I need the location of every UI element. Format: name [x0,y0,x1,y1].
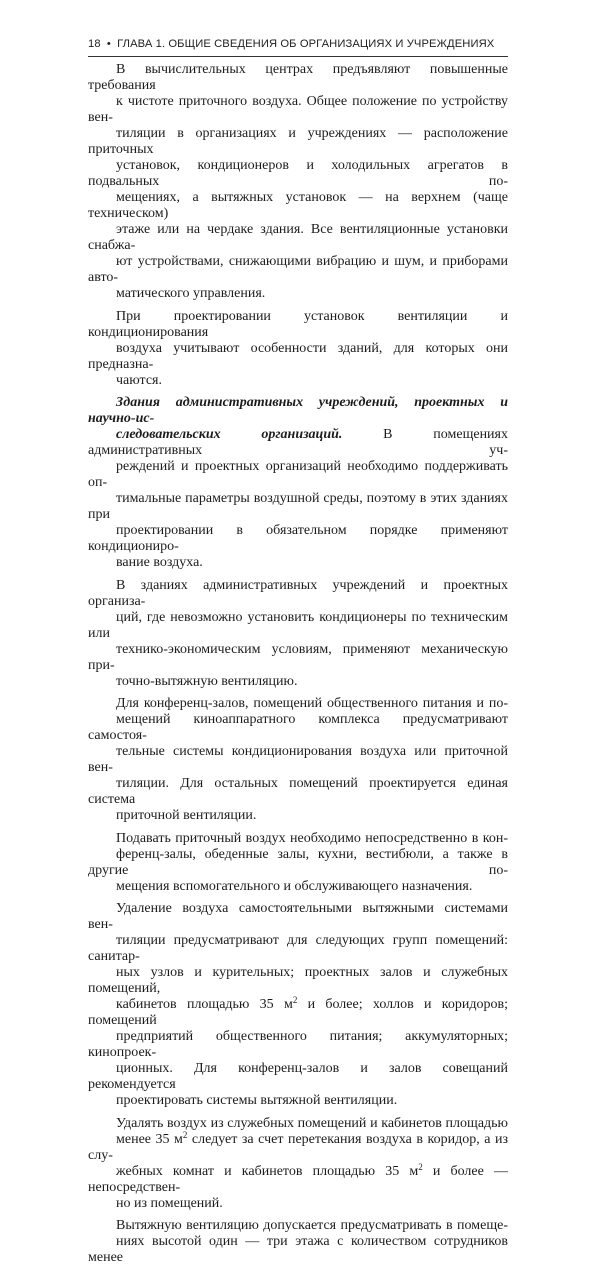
paragraph-8 [88,1116,508,1212]
paragraph-2 [88,309,508,389]
paragraph-5 [88,696,508,824]
text-line: матического управления. [116,286,266,301]
text-line: ют устройствами, снижающими вибрацию и шум, и приборами авто- [88,254,508,285]
text-run: В помещениях административных уч- [88,427,508,458]
text-line: тиляции в организациях и учреждениях — расположение приточных [88,126,508,157]
paragraph-9 [88,1218,508,1266]
page-number: 18 [88,38,101,50]
text-line: мещениях, а вытяжных установок — на верхнем (чаще техническом) [88,190,508,221]
text-line: этаже или на чердаке здания. Все вентиляционные установки снабжа- [88,222,508,253]
text-line: тиляции. Для остальных помещений проектируется единая система [88,776,508,807]
text-line: тимальные параметры воздушной среды, поэтому в этих зданиях при [88,491,508,522]
section-heading-line: Здания административных учреждений, проектных и научно-ис- [88,395,508,426]
text-line: Для конференц-залов, помещений общественного питания и по- [116,696,508,711]
paragraph-3 [88,395,508,571]
text-line [88,997,508,1029]
section-heading-line: следовательских организаций. [116,427,343,442]
text-line: При проектировании установок вентиляции и кондиционирования [88,308,508,340]
text-line: но из помещений. [116,1195,223,1211]
paragraph-1 [88,62,508,302]
text-line: В вычислительных центрах предъявляют повышенные требования [88,62,508,93]
header-rule [88,56,508,57]
body-text [88,62,508,1273]
text-line: установок, кондиционеров и холодильных агрегатов в подвальных по- [88,158,508,189]
text-line: воздуха учитывают особенности зданий, для которых они предназна- [88,340,508,372]
text-line: Вытяжную вентиляцию допускается предусматривать в помеще- [116,1218,508,1233]
paragraph-6 [88,831,508,895]
text-line: предприятий общественного питания; аккумуляторных; кинопроек- [88,1029,508,1060]
text-line: ционных. Для конференц-залов и залов совещаний рекомендуется [88,1061,508,1092]
text-line: мещений киноаппаратного комплекса предусматривают самостоя- [88,712,508,743]
text-line: точно-вытяжную вентиляцию. [116,673,298,689]
text-line: ций, где невозможно установить кондиционеры по техническим или [88,609,508,641]
paragraph-7 [88,901,508,1109]
text-line: В зданиях административных учреждений и проектных организа- [88,577,508,609]
text-run: жебных комнат и кабинетов площадью 35 м [116,1163,419,1179]
text-run: следует за счет перетекания воздуха в коридор, а из слу- [88,1131,508,1163]
text-run: кабинетов площадью 35 м [116,997,293,1012]
text-line: вание воздуха. [116,555,203,570]
text-line: реждений и проектных организаций необходимо поддерживать оп- [88,459,508,490]
text-line: тельные системы кондиционирования воздуха или приточной вен- [88,744,508,775]
text-line: чаются. [116,372,162,388]
text-line: ных узлов и курительных; проектных залов и служебных помещений, [88,965,508,996]
text-run: и более; холлов и коридоров; помещений [88,997,508,1028]
text-line: ниях высотой один — три этажа с количеством сотрудников менее [88,1234,508,1265]
text-line [88,427,508,459]
chapter-title: ОБЩИЕ СВЕДЕНИЯ ОБ ОРГАНИЗАЦИЯХ И УЧРЕЖДЕНИЯХ [168,38,495,50]
text-line: мещения вспомогательного и обслуживающего назначения. [116,878,473,894]
superscript: 2 [418,1161,423,1172]
text-line: технико-экономическим условиям, применяют механическую при- [88,641,508,673]
running-head [88,38,508,50]
text-line: ференц-залы, обеденные залы, кухни, вестибюли, а также в другие по- [88,846,508,878]
text-line: Удалять воздух из служебных помещений и кабинетов площадью [116,1115,508,1131]
text-run: менее 35 м [116,1131,183,1147]
text-line: к чистоте приточного воздуха. Общее положение по устройству вен- [88,94,508,125]
text-line [88,1161,508,1196]
superscript: 2 [182,1129,188,1140]
text-line: проектировании в обязательном порядке применяют кондициониро- [88,523,508,554]
text-line: приточной вентиляции. [116,808,257,823]
text-line: Подавать приточный воздух необходимо непосредственно в кон- [116,830,508,846]
text-line: Удаление воздуха самостоятельными вытяжными системами вен- [88,901,508,932]
text-line [88,1129,508,1164]
chapter-label: ГЛАВА 1. [117,38,166,50]
superscript: 2 [292,995,298,1005]
text-line: проектировать системы вытяжной вентиляции. [116,1093,398,1108]
text-run: и более — непосредствен- [88,1163,508,1195]
text-line: тиляции предусматривают для следующих групп помещений: санитар- [88,933,508,964]
bullet-glyph: • [106,38,111,50]
paragraph-4 [88,578,508,690]
